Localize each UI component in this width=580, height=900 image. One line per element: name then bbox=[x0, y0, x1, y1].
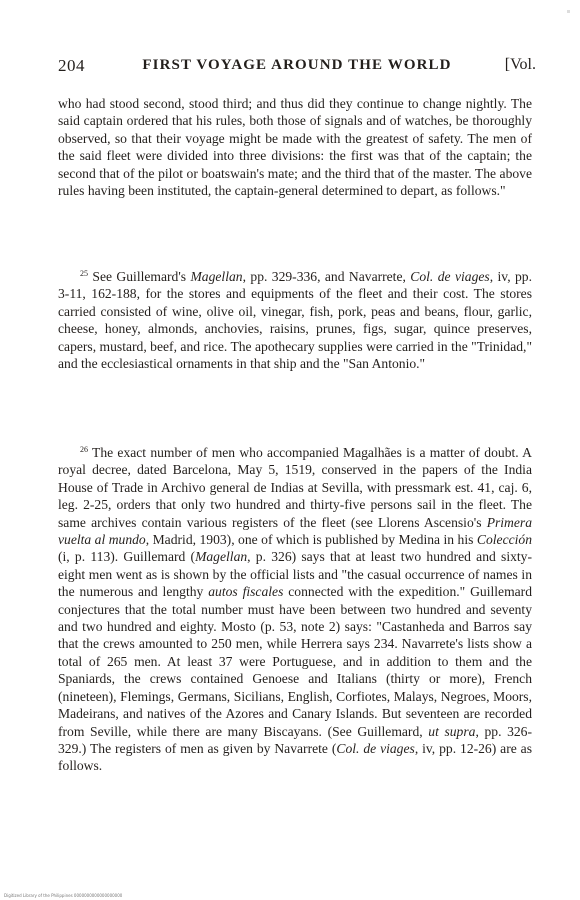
italic-title: Colección bbox=[476, 532, 533, 548]
footnote-text-segment: , Madrid, 1903), one of which is published by Medina in his bbox=[145, 532, 477, 548]
italic-title: Col. de viages bbox=[336, 740, 415, 756]
paragraph-continuation bbox=[58, 95, 532, 199]
italic-title: Magellan bbox=[195, 549, 248, 565]
running-header bbox=[58, 56, 536, 82]
footnote-text-segment: , p. 326) says that at least two hundred and sixty-eight men went as is shown by the official lists and "the casual occurrence of names in the numerous and lengthy bbox=[58, 549, 532, 600]
italic-title: Primera vuelta al mundo bbox=[58, 514, 532, 548]
paragraph-text: who had stood second, stood third; and thus did they continue to change nightly. The said captain ordered that his rules, both those of signals and of watches, be thoroughly observed, so that their voyage might be made with the greatest of safety. The men of the said fleet were divided into three divisions: the first was that of the captain; the second that of the pilot or boatswain's mate; and the third that of the master. The above rules having been instituted, the captain-general determined to depart, as follows." bbox=[58, 96, 532, 199]
italic-title: Magellan bbox=[190, 269, 243, 284]
footnote-25 bbox=[58, 268, 532, 372]
footnote-number: 26 bbox=[80, 445, 88, 454]
footnote-text-segment: connected with the expedition." Guillemard conjectures that the total number must have been between two hundred and seventy and two hundred and eighty. Mosto (p. 53, note 2) says: "Castanheda and Barros say that the crews amounted to 250 men, while Herrera says 234. Navarrete's lists show a total of 265 men. At least 37 were Portuguese, and in addition to them and the Spaniards, the crews contained Genoese and Italians (thirty or more), French (nineteen), Flemings, Germans, Sicilians, English, Corfiotes, Malays, Negroes, Moors, Madeirans, and natives of the Azores and Canary Islands. But seventeen are recorded from Seville, while there are many Biscayans. (See Guillemard, bbox=[58, 584, 532, 739]
digitization-footer: Digitized Library of the Philippines 0000000000000000000 bbox=[4, 893, 123, 898]
italic-title: Col. de viages bbox=[410, 269, 490, 284]
footnote-text-segment: , iv, pp. 12-26) are as follows. bbox=[58, 740, 532, 774]
volume-marker: [Vol. bbox=[504, 56, 536, 73]
footnote-number: 25 bbox=[80, 269, 88, 278]
footnote-text-segment: The exact number of men who accompanied Magalhães is a matter of doubt. A royal decree, dated Barcelona, May 5, 1519, conserved in the papers of the India House of Trade in Archivo general de Indias at Sevilla, with pressmark est. 41, caj. 6, leg. 2-25, orders that only two hundred and thirty-five persons sail in the fleet. The same archives contain various registers of the fleet (see Llorens Ascensio's bbox=[58, 445, 532, 530]
running-title: FIRST VOYAGE AROUND THE WORLD bbox=[142, 57, 452, 73]
footnote-text bbox=[58, 268, 532, 372]
footnote-text-segment: See Guillemard's bbox=[88, 269, 191, 284]
footnote-text-segment: , iv, pp. 3-11, 162-188, for the stores and equipments of the fleet and their cost. The stores carried consisted of wine, olive oil, vinegar, fish, pork, peas and beans, flour, garlic, cheese, honey, almonds, anchovies, raisins, prunes, figs, sugar, quince preserves, capers, mustard, beef, and rice. The apothecary supplies were carried in the "Trinidad," and the ecclesiastical ornaments in that ship and the "San Antonio." bbox=[58, 269, 532, 372]
scan-mark bbox=[567, 10, 570, 13]
footnote-text-segment: , pp. 326-329.) The registers of men as given by Navarrete ( bbox=[58, 723, 532, 756]
italic-title: ut supra bbox=[428, 723, 476, 739]
page-number: 204 bbox=[58, 56, 85, 75]
footnote-text bbox=[58, 444, 532, 775]
footnote-text-segment: , pp. 329-336, and Navarrete, bbox=[242, 269, 411, 284]
footnote-text-segment: (i, p. 113). Guillemard ( bbox=[58, 549, 196, 565]
italic-title: autos fiscales bbox=[208, 584, 284, 600]
footnote-26 bbox=[58, 444, 532, 775]
